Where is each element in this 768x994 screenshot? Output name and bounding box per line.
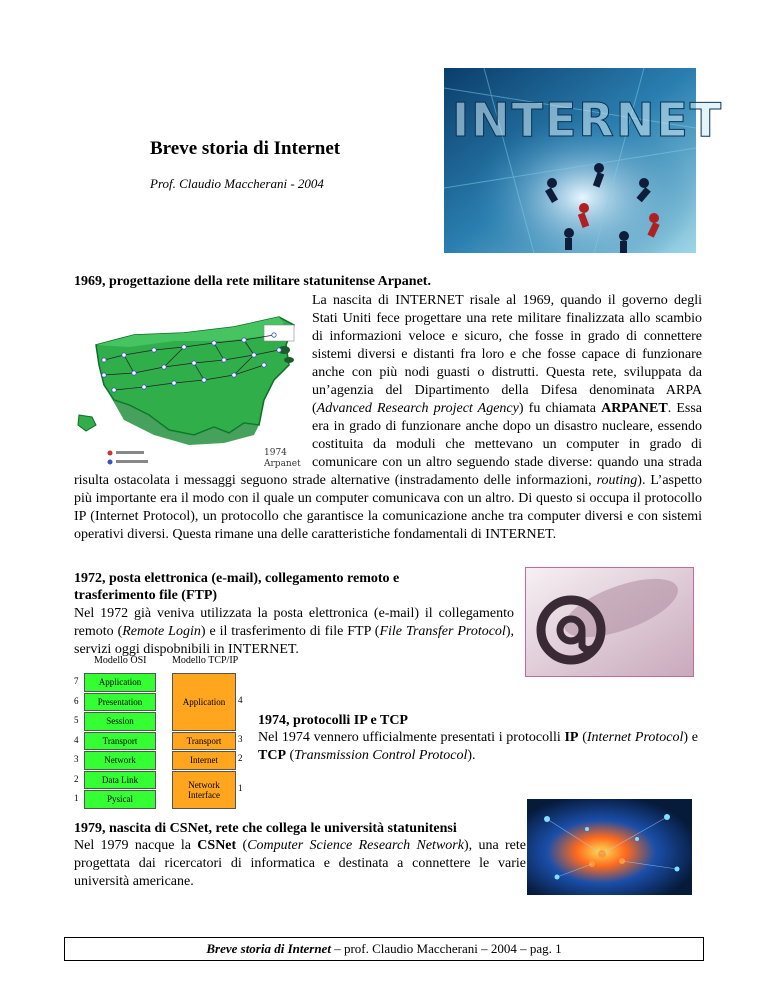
section-1979-heading: 1979, nascita di CSNet, rete che collega le università statunitensi — [74, 821, 457, 836]
tcp-layer-number: 2 — [238, 753, 243, 764]
tcp-layer-number: 3 — [238, 733, 243, 744]
tcp-layer-number: 4 — [238, 694, 243, 705]
osi-layer-box: Pysical — [84, 790, 156, 809]
map-year-label: 1974 — [264, 448, 287, 458]
map-name-label: Arpanet — [264, 459, 301, 469]
hero-word: INTERNET — [452, 93, 724, 147]
section-1969-heading: 1969, progettazione della rete militare statunitense Arpanet. — [74, 274, 431, 289]
page-footer: Breve storia di Internet – prof. Claudio Maccherani – 2004 – pag. 1 — [64, 937, 704, 961]
page-title: Breve storia di Internet — [150, 138, 341, 159]
osi-layer-number: 6 — [74, 695, 79, 706]
section-1972-heading: 1972, posta elettronica (e-mail), collegamento remoto e trasferimento file (FTP) — [74, 571, 400, 603]
network-galaxy-image — [527, 799, 692, 895]
osi-layer-box: Transport — [84, 732, 156, 751]
email-at-image — [525, 567, 694, 677]
osi-layer-number: 2 — [74, 773, 79, 784]
tcp-layer-box: Internet — [172, 751, 236, 770]
section-1974-heading: 1974, protocolli IP e TCP — [258, 713, 408, 728]
page-subtitle: Prof. Claudio Maccherani - 2004 — [150, 176, 324, 191]
osi-layer-number: 7 — [74, 676, 79, 686]
osi-layer-number: 3 — [74, 754, 79, 764]
tcp-column-title: Modello TCP/IP — [172, 655, 239, 666]
osi-layer-box: Session — [84, 712, 156, 731]
tcp-layer-number: 1 — [238, 782, 243, 793]
osi-layer-box: Data Link — [84, 771, 156, 790]
section-1972-text: Nel 1972 già veniva utilizzata la posta elettronica (e-mail) il collegamento remoto (Remote Login) e il trasferimento di file FTP (File Transfer Protocol), servizi oggi dispobnibili in INTERNET. — [74, 606, 514, 657]
tcp-layer-box: Network Interface — [172, 771, 236, 809]
section-1974-text: Nel 1974 vennero ufficialmente presentati i protocolli IP (Internet Protocol) e TCP (Transmission Control Protocol). — [258, 730, 698, 763]
tcp-layer-box: Application — [172, 673, 236, 731]
osi-layer-number: 5 — [74, 715, 79, 725]
osi-tcp-diagram — [74, 655, 254, 805]
osi-layer-box: Network — [84, 751, 156, 770]
osi-layer-box: Presentation — [84, 693, 156, 712]
osi-column-title: Modello OSI — [94, 655, 147, 666]
osi-layer-box: Application — [84, 673, 156, 692]
osi-layer-number: 4 — [74, 734, 79, 745]
osi-layer-number: 1 — [74, 793, 79, 803]
tcp-layer-box: Transport — [172, 732, 236, 751]
section-1969-text: La nascita di INTERNET risale al 1969, quando il governo degli Stati Uniti fece progettare una rete militare finalizzata allo scambio di informazioni veloce e sicuro, che fosse in grado di connettere sistemi diversi e distanti fra loro e che fosse capace di funzionare anche con più nodi guasti o distrutti. Questa rete, sviluppata da un’agenzia del Dipartimento della Difesa denominata ARPA (Advanced Research project Agency) fu chiamata ARPANET. Essa era in grado di funzionare anche dopo un disastro nucleare, essendo costituita da moduli che mettevano un computer in grado di comunicare con un altro seguendo stade diverse: quando una strada risulta ostacolata i messaggi seguono strade alternative (instradamento delle informazioni, routing). L’aspetto più importante era il modo con il quale un computer comunicava con un altro. Di questo si occupa il protocollo IP (Internet Protocol), un protocollo che garantisce la comunicazione anche tra computer diversi e con sistemi operativi diversi. Questa rimane una delle caratteristiche fondamentali di INTERNET. — [74, 293, 702, 542]
internet-hero-image — [444, 68, 724, 253]
section-1979-text: Nel 1979 nacque la CSNet (Computer Science Research Network), una rete progettata dai ricercatori di informatica e destinata a connettere le varie università americane. — [74, 838, 526, 889]
